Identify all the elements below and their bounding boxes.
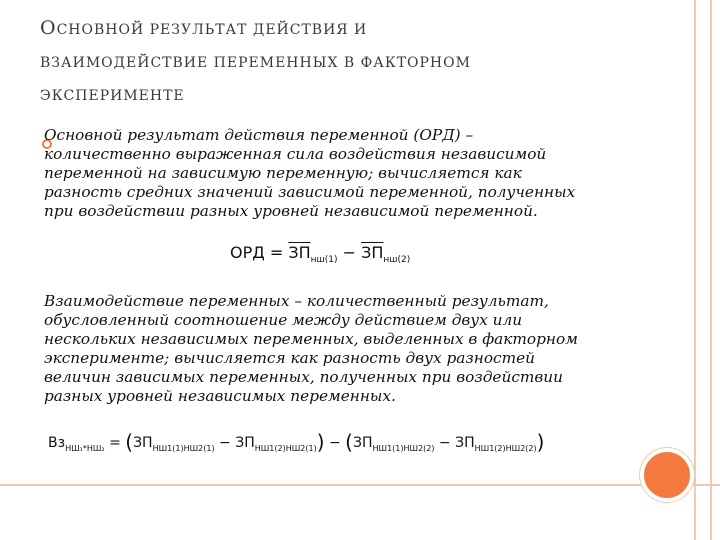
formula-vz-close1: ) bbox=[316, 430, 325, 454]
paragraph-ord: Основной результат действия переменной (ОРД) – количественно выраженная сила воздействия независимой переменной на зависимую переменную; вычисляется как разность средних значений зависимой переменной, полученных при воздействии разных уровней независимой переменной. bbox=[44, 126, 576, 220]
formula-vz-lhs: Вз bbox=[48, 435, 66, 451]
title-initial: О bbox=[40, 17, 57, 39]
frame-line-vertical-outer bbox=[710, 0, 712, 540]
title-line-1 bbox=[40, 12, 660, 47]
formula-vz-m1: − bbox=[214, 435, 236, 451]
formula-vz-c-sub: НШ1(1)НШ2(2) bbox=[372, 443, 435, 453]
formula-vz-d-sub: НШ1(2)НШ2(2) bbox=[474, 443, 537, 453]
formula-vz-b: ЗП bbox=[235, 435, 255, 451]
formula-vz-mid: − bbox=[324, 435, 346, 451]
formula-ord-term1: ЗП bbox=[288, 243, 311, 262]
paragraph-interaction: Взаимодействие переменных – количественный результат, обусловленный соотношение между действием двух или нескольких независимых переменных, выделенных в факторном эксперименте; вычисляется как разность двух разностей величин зависимых переменных, полученных при воздействии разных уровней независимых переменных. bbox=[44, 292, 578, 405]
formula-vz-d: ЗП bbox=[455, 435, 475, 451]
formula-vz-m2: − bbox=[434, 435, 456, 451]
formula-vz-c: ЗП bbox=[352, 435, 373, 451]
formula-interaction bbox=[48, 430, 544, 454]
formula-vz-close2: ) bbox=[536, 430, 545, 454]
frame-line-horizontal bbox=[0, 484, 720, 486]
formula-vz-a-sub: НШ1(1)НШ2(1) bbox=[152, 443, 215, 453]
formula-ord-minus: − bbox=[337, 243, 362, 262]
frame-line-vertical bbox=[694, 0, 696, 540]
formula-ord-term2: ЗП bbox=[361, 243, 384, 262]
formula-ord-sub2: нш(2) bbox=[383, 255, 411, 266]
formula-vz-eq: = bbox=[104, 435, 126, 451]
formula-vz-lhs-sub: НШ₁*НШ₂ bbox=[65, 443, 105, 453]
formula-ord-eq: = bbox=[264, 243, 289, 262]
formula-ord bbox=[230, 243, 410, 265]
slide-title bbox=[40, 12, 660, 113]
formula-ord-lhs: ОРД bbox=[230, 243, 265, 262]
title-line-1-text: СНОВНОЙ РЕЗУЛЬТАТ ДЕЙСТВИЯ И bbox=[56, 22, 368, 38]
formula-vz-open2: ( bbox=[345, 430, 353, 454]
decorative-circle bbox=[640, 448, 694, 502]
title-line-2: ВЗАИМОДЕЙСТВИЕ ПЕРЕМЕННЫХ В ФАКТОРНОМ bbox=[40, 55, 471, 71]
formula-vz-a: ЗП bbox=[133, 435, 153, 451]
formula-vz-open1: ( bbox=[125, 430, 134, 454]
title-line-3: ЭКСПЕРИМЕНТЕ bbox=[40, 88, 185, 104]
formula-ord-sub1: нш(1) bbox=[310, 255, 338, 266]
formula-vz-b-sub: НШ1(2)НШ2(1) bbox=[254, 443, 317, 453]
